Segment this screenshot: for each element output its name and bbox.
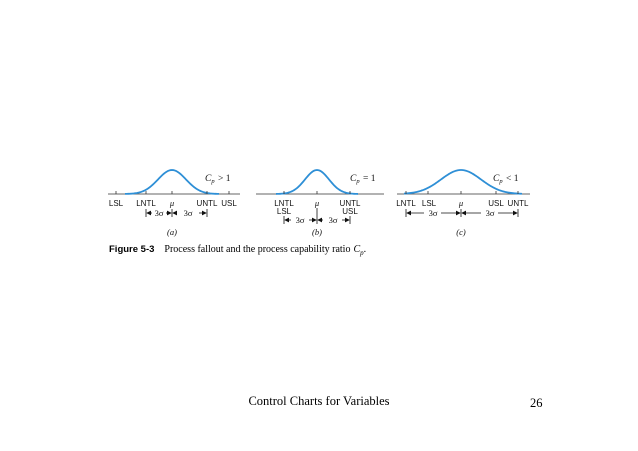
panel-a-cp-symbol: $C_p$	[205, 174, 215, 185]
page-number: 26	[530, 396, 543, 410]
panel-b-spread-left: 3σ	[295, 215, 305, 225]
panel-c-spread-left: 3σ	[428, 208, 438, 218]
panel-a-label-untl: UNTL	[196, 199, 218, 208]
panel-b-normal-curve	[276, 170, 358, 194]
figure-caption-suffix: .	[363, 244, 367, 255]
panel-b-spread-right: 3σ	[328, 215, 338, 225]
figure-caption-label: Figure 5-3	[109, 244, 155, 255]
panel-c-caption: (c)	[456, 227, 466, 237]
panel-b-label-untl: UNTL	[339, 199, 361, 208]
panel-a	[108, 170, 240, 237]
panel-c-label-lsl: LSL	[421, 199, 437, 208]
panel-c-label-untl: UNTL	[507, 199, 529, 208]
panel-a-label-usl: USL	[221, 199, 237, 208]
panel-c-cp-symbol: $C_p$	[493, 174, 503, 185]
panel-c-label-lntl: LNTL	[396, 199, 416, 208]
panel-a-label-lntl: LNTL	[136, 199, 156, 208]
panel-c-label-mu: μ	[458, 198, 464, 208]
panel-c-cp-condition: < 1	[506, 174, 519, 184]
panel-b-cp-condition: = 1	[363, 174, 376, 184]
panel-b	[256, 170, 384, 237]
panel-a-caption: (a)	[167, 227, 177, 237]
panel-a-spread-left: 3σ	[154, 208, 164, 218]
panel-c	[396, 170, 530, 237]
panel-a-label-lsl: LSL	[108, 199, 124, 208]
panel-c-label-usl: USL	[488, 199, 504, 208]
panel-b-label-lntl: LNTL	[274, 199, 294, 208]
figure-caption	[109, 244, 366, 257]
panel-a-spread-right: 3σ	[183, 208, 193, 218]
panel-b-label-lsl: LSL	[276, 207, 292, 216]
panel-b-cp-symbol: $C_p$	[350, 174, 360, 185]
panel-b-caption: (b)	[312, 227, 322, 237]
figure-caption-text: Process fallout and the process capability ratio	[164, 244, 351, 255]
panel-b-label-mu: μ	[314, 198, 320, 208]
panel-a-cp-condition: > 1	[218, 174, 231, 184]
figure-caption-symbol: $C_p$	[353, 244, 364, 257]
panel-c-spread-right: 3σ	[485, 208, 495, 218]
panel-b-label-usl: USL	[342, 207, 358, 216]
panel-c-normal-curve	[404, 170, 522, 194]
slide-footer-title: Control Charts for Variables	[248, 394, 390, 408]
panel-a-label-mu: μ	[169, 198, 175, 208]
